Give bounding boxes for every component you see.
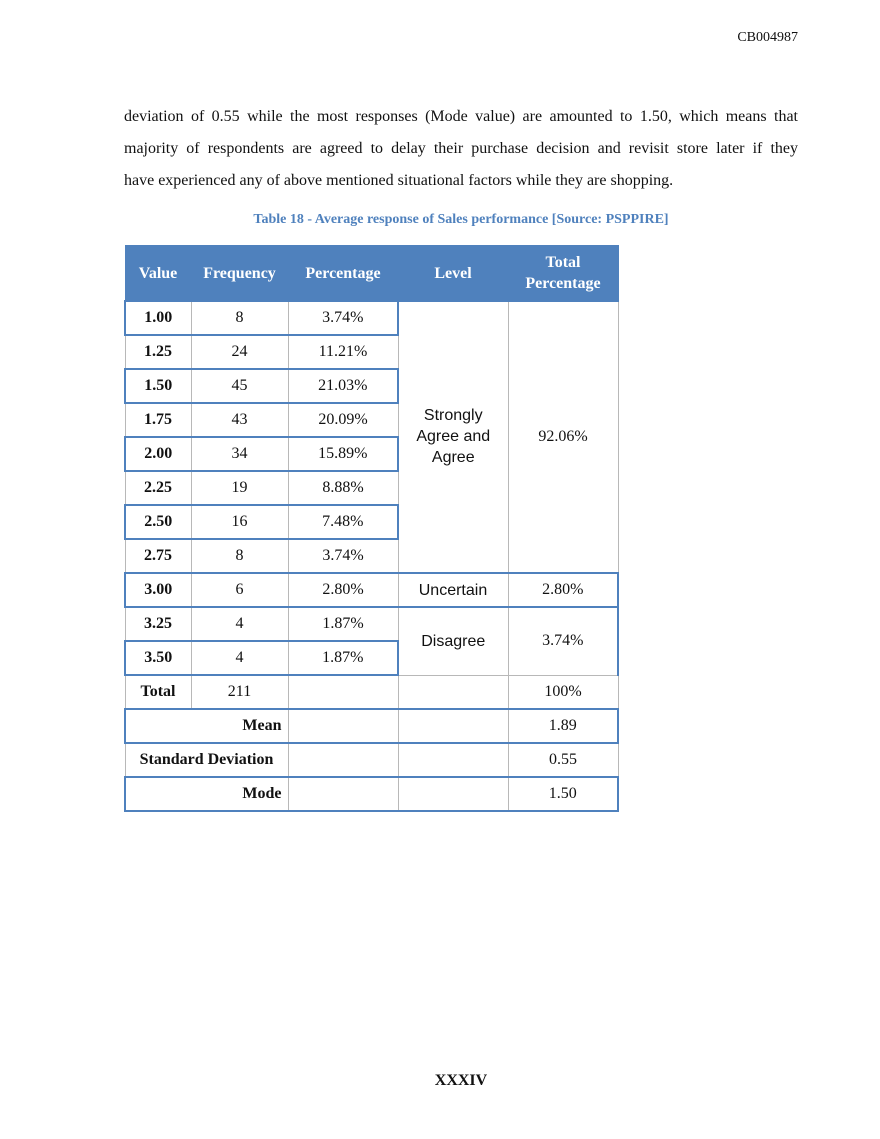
total-frequency: 211 [191, 675, 288, 709]
table-row [125, 573, 618, 607]
std-dev-empty-2 [398, 743, 508, 777]
std-dev-label: Standard Deviation [125, 743, 288, 777]
cell-frequency: 19 [191, 471, 288, 505]
paragraph-line: deviation of 0.55 while the most responses (Mode value) are amounted to 1.50, which means that [124, 108, 798, 125]
cell-frequency: 43 [191, 403, 288, 437]
total-level-empty [398, 675, 508, 709]
cell-level-disagree: Disagree [398, 607, 508, 675]
sales-performance-table [124, 245, 619, 812]
cell-value: 3.50 [125, 641, 191, 675]
cell-percentage: 3.74% [288, 301, 398, 335]
mean-label: Mean [125, 709, 288, 743]
paragraph-line: majority of respondents are agreed to delay their purchase decision and revisit store later if they [124, 140, 798, 157]
total-label: Total [125, 675, 191, 709]
mode-empty-1 [288, 777, 398, 811]
cell-frequency: 24 [191, 335, 288, 369]
cell-percentage: 20.09% [288, 403, 398, 437]
cell-value: 2.25 [125, 471, 191, 505]
table-caption: Table 18 - Average response of Sales performance [Source: PSPPIRE] [253, 212, 669, 227]
total-row [125, 675, 618, 709]
cell-value: 2.50 [125, 505, 191, 539]
cell-value: 1.25 [125, 335, 191, 369]
total-percentage-empty [288, 675, 398, 709]
cell-frequency: 4 [191, 607, 288, 641]
mean-empty-1 [288, 709, 398, 743]
table-header-row [125, 246, 618, 302]
cell-percentage: 15.89% [288, 437, 398, 471]
header-percentage: Percentage [288, 246, 398, 302]
mean-value: 1.89 [508, 709, 618, 743]
cell-value: 1.75 [125, 403, 191, 437]
table-row [125, 607, 618, 641]
paragraph-line: have experienced any of above mentioned situational factors while they are shopping. [124, 172, 674, 189]
header-value: Value [125, 246, 191, 302]
cell-frequency: 45 [191, 369, 288, 403]
header-level: Level [398, 246, 508, 302]
cell-percentage: 8.88% [288, 471, 398, 505]
cell-frequency: 8 [191, 301, 288, 335]
cell-frequency: 4 [191, 641, 288, 675]
header-total-percentage: Total Percentage [508, 246, 618, 302]
cell-value: 3.00 [125, 573, 191, 607]
cell-value: 2.75 [125, 539, 191, 573]
mean-empty-2 [398, 709, 508, 743]
cell-level-uncertain: Uncertain [398, 573, 508, 607]
cell-total-percentage-group: 92.06% [508, 301, 618, 573]
cell-frequency: 16 [191, 505, 288, 539]
cell-total-percentage-disagree: 3.74% [508, 607, 618, 675]
document-id: CB004987 [737, 30, 798, 45]
std-dev-row [125, 743, 618, 777]
table-row [125, 301, 618, 335]
mode-row [125, 777, 618, 811]
mean-row [125, 709, 618, 743]
cell-value: 3.25 [125, 607, 191, 641]
cell-level-group: Strongly Agree and Agree [398, 301, 508, 573]
cell-percentage: 21.03% [288, 369, 398, 403]
mode-label: Mode [125, 777, 288, 811]
cell-percentage: 7.48% [288, 505, 398, 539]
cell-frequency: 8 [191, 539, 288, 573]
std-dev-value: 0.55 [508, 743, 618, 777]
cell-percentage: 3.74% [288, 539, 398, 573]
mode-value: 1.50 [508, 777, 618, 811]
header-frequency: Frequency [191, 246, 288, 302]
page-number: XXXIV [434, 1072, 488, 1089]
std-dev-empty-1 [288, 743, 398, 777]
cell-percentage: 1.87% [288, 641, 398, 675]
cell-total-percentage-uncertain: 2.80% [508, 573, 618, 607]
cell-percentage: 1.87% [288, 607, 398, 641]
cell-value: 2.00 [125, 437, 191, 471]
body-paragraph [124, 101, 798, 197]
total-total-percentage: 100% [508, 675, 618, 709]
cell-frequency: 6 [191, 573, 288, 607]
mode-empty-2 [398, 777, 508, 811]
cell-value: 1.00 [125, 301, 191, 335]
cell-percentage: 2.80% [288, 573, 398, 607]
cell-frequency: 34 [191, 437, 288, 471]
cell-value: 1.50 [125, 369, 191, 403]
cell-percentage: 11.21% [288, 335, 398, 369]
